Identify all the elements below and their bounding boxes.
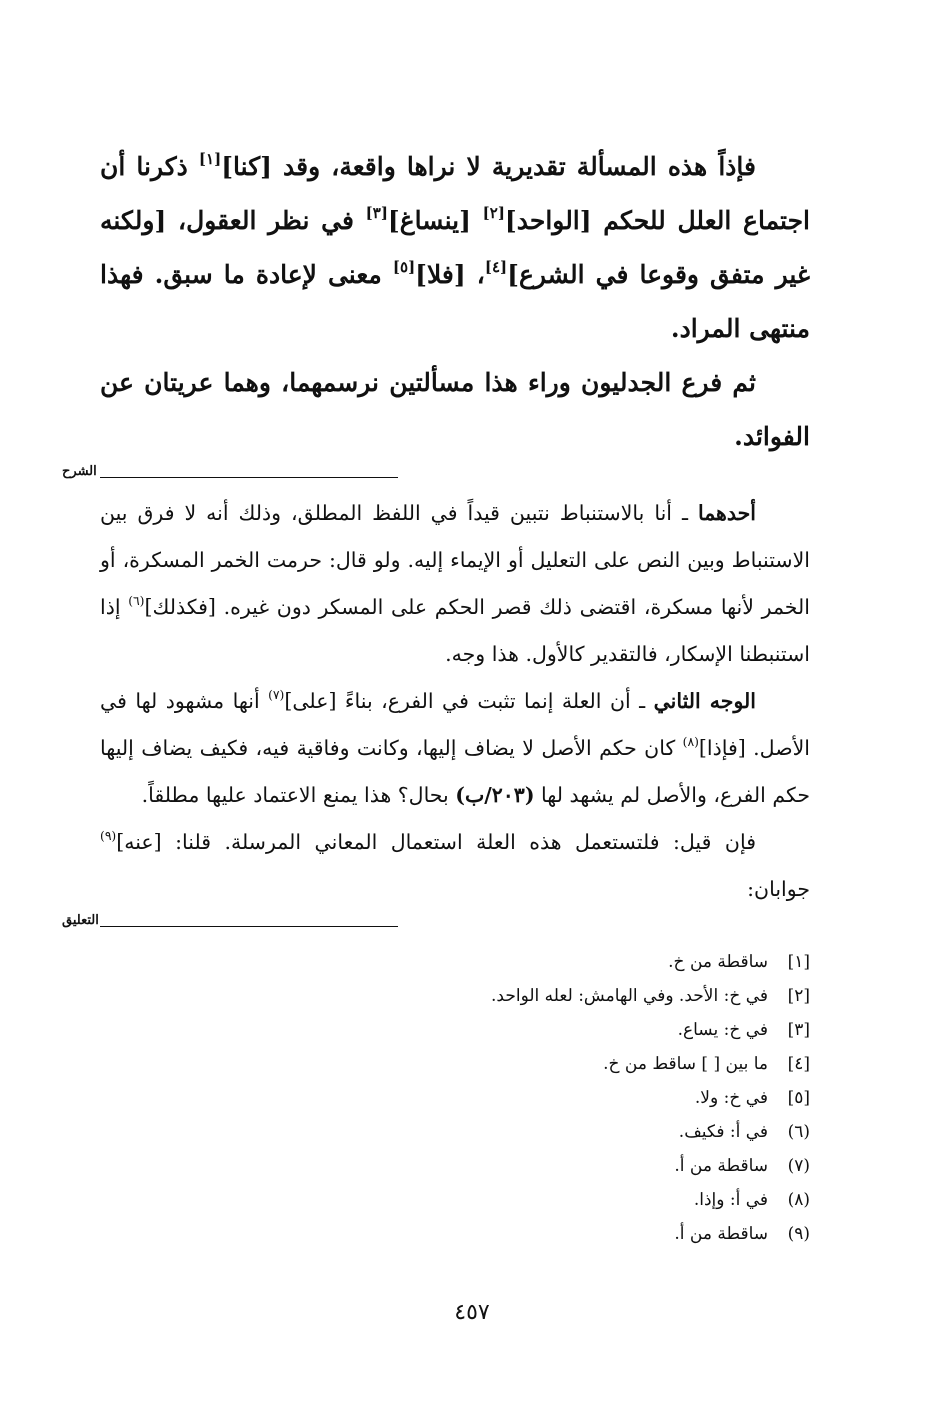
footnote-item <box>100 1047 810 1081</box>
footnote-text: ساقطة من أ. <box>674 1224 768 1244</box>
footnote-text: ساقطة من أ. <box>674 1156 768 1176</box>
text-segment: ـ أن العلة إنما تثبت في الفرع، بناءً [على] <box>284 689 654 713</box>
text-segment: ـ أنا بالاستنباط نتبين قيداً في اللفظ المطلق، وذلك أنه لا فرق بين الاستنباط وبين النص على التعليل أو الإيماء إليه. ولو قال: حرمت الخمر المسكرة، أو الخمر لأنها مسكرة، اقتضى ذلك قصر الحكم على المسكر دون غيره. [فكذلك] <box>100 501 810 619</box>
commentary-text <box>100 490 810 913</box>
text-segment: ، [فلا] <box>415 260 485 289</box>
footnote-item <box>100 945 810 979</box>
footnote-item <box>100 1115 810 1149</box>
footnote-ref: [٣] <box>365 204 388 223</box>
text-segment: فإن قيل: فلتستعمل هذه العلة استعمال المعاني المرسلة. قلنا: [عنه] <box>116 830 756 854</box>
footnote-number: [١] <box>787 952 810 972</box>
footnote-ref: [٤] <box>484 258 508 277</box>
footnote-number: (٧) <box>787 1156 810 1176</box>
footnote-item <box>100 1217 810 1251</box>
footnote-number: (٩) <box>787 1224 810 1244</box>
commentary-paragraph-1 <box>100 490 810 678</box>
footnote-ref: (٩) <box>100 828 117 843</box>
footnote-number: [٤] <box>787 1054 810 1074</box>
notes-label: التعليق <box>62 913 99 928</box>
footnote-text: في خ: الأحد. وفي الهامش: لعله الواحد. <box>491 986 768 1006</box>
notes-separator <box>62 913 810 939</box>
footnote-item <box>100 1013 810 1047</box>
manuscript-folio-ref: (٢٠٣/ب) <box>455 783 535 807</box>
footnote-ref: [٥] <box>392 258 416 277</box>
page-number: ٤٥٧ <box>454 1300 490 1325</box>
text-segment: في نظر العقول، [ولكنه غير متفق وقوعا في الشرع] <box>100 206 810 289</box>
footnote-number: [٢] <box>787 986 810 1006</box>
lead-word: أحدهما <box>697 501 756 525</box>
text-segment: إذا استنبطنا الإسكار، فالتقدير كالأول. هذا وجه. <box>100 595 810 666</box>
main-paragraph-1 <box>100 140 810 356</box>
footnote-number: [٥] <box>787 1088 810 1108</box>
page-body <box>62 140 810 1251</box>
main-paragraph-2: ثم فرع الجدليون وراء هذا مسألتين نرسمهما، وهما عريتان عن الفوائد. <box>100 368 810 451</box>
footnotes-list <box>100 945 810 1251</box>
text-segment: أنها مشهود لها في الأصل. [فإذا] <box>100 689 810 760</box>
footnote-ref: (٨) <box>682 734 699 749</box>
separator-line <box>100 926 398 927</box>
text-segment: ذكرنا أن اجتماع العلل للحكم [الواحد] <box>100 152 810 235</box>
commentary-paragraph-3 <box>100 819 810 913</box>
footnote-text: ساقطة من خ. <box>668 952 768 972</box>
footnote-number: [٣] <box>787 1020 810 1040</box>
footnote-ref: [١] <box>198 150 222 169</box>
footnote-text: في خ: ولا. <box>694 1088 768 1108</box>
text-segment: معنى لإعادة ما سبق. فهذا منتهى المراد. <box>100 260 810 343</box>
footnote-ref: (٦) <box>128 593 145 608</box>
footnote-ref: [٢] <box>482 204 505 223</box>
text-segment: فإذاً هذه المسألة تقديرية لا نراها واقعة، وقد [كنا] <box>221 152 756 181</box>
footnote-number: (٦) <box>787 1122 810 1142</box>
footnote-item <box>100 1149 810 1183</box>
text-segment: كان حكم الأصل لا يضاف إليها، وكانت وفاقية فيه، فكيف يضاف إليها حكم الفرع، والأصل لم يشهد لها <box>100 736 810 807</box>
footnote-number: (٨) <box>787 1190 810 1210</box>
text-segment: [ينساغ] <box>387 206 483 235</box>
text-segment: جوابان: <box>747 877 810 901</box>
footnote-text: ما بين [ ] ساقط من خ. <box>603 1054 768 1074</box>
footnote-text: في أ: وإذا. <box>693 1190 768 1210</box>
text-segment: بحال؟ هذا يمنع الاعتماد عليها مطلقاً. <box>141 783 456 807</box>
main-text <box>100 140 810 464</box>
lead-word: الوجه الثاني <box>653 689 756 713</box>
footnote-item <box>100 1183 810 1217</box>
commentary-separator <box>62 464 810 490</box>
footnote-ref: (٧) <box>268 687 285 702</box>
commentary-label: الشرح <box>62 464 97 479</box>
separator-line <box>100 477 398 478</box>
footnote-item <box>100 979 810 1013</box>
footnote-item <box>100 1081 810 1115</box>
footnote-text: في أ: فكيف. <box>678 1122 768 1142</box>
footnote-text: في خ: يساع. <box>677 1020 768 1040</box>
commentary-paragraph-2 <box>100 678 810 819</box>
